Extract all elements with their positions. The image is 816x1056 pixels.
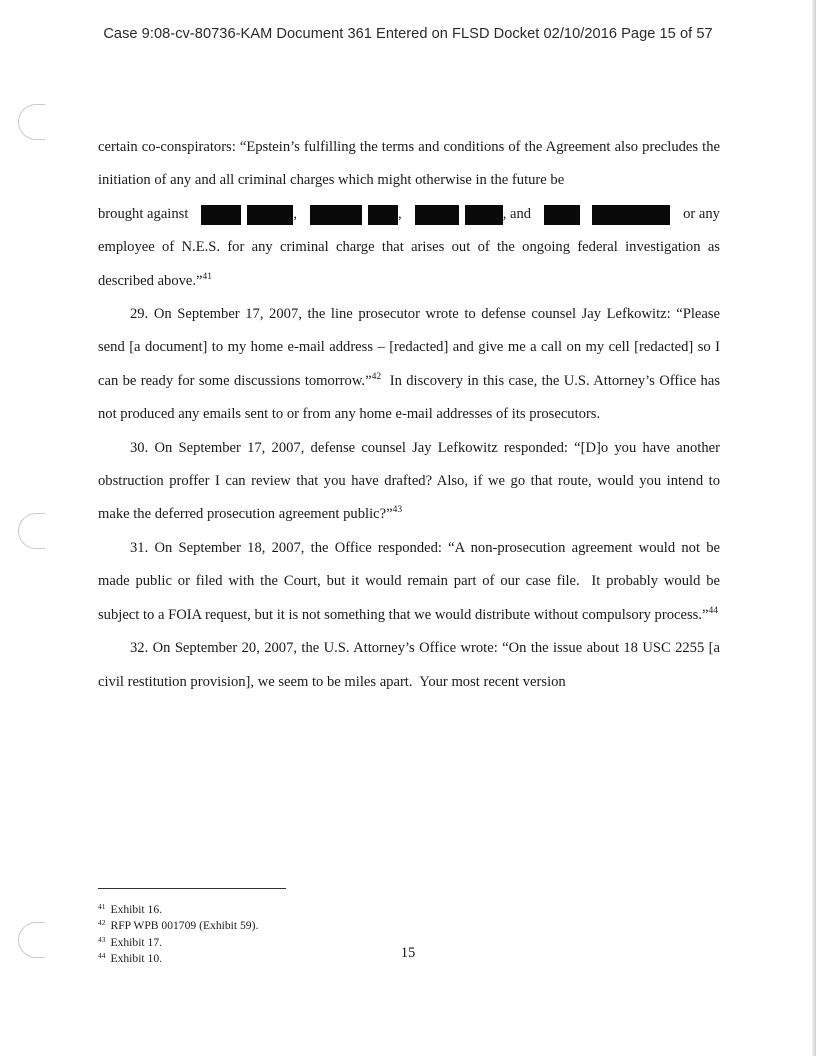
footnote-divider bbox=[98, 888, 286, 889]
punch-hole bbox=[18, 104, 45, 140]
redaction-box bbox=[201, 205, 241, 225]
page-number: 15 bbox=[400, 945, 416, 961]
redacted-name-4 bbox=[544, 205, 670, 225]
footnote-ref[interactable]: 42 bbox=[371, 371, 382, 382]
footnote-number: 41 bbox=[98, 902, 106, 911]
redaction-box bbox=[368, 205, 398, 225]
redaction-box bbox=[592, 205, 670, 225]
redaction-box bbox=[544, 205, 580, 225]
footnote bbox=[98, 900, 498, 916]
opening-line-4-5: employee of N.E.S. for any criminal charge that arises out of the ongoing federal investigation as described above.” bbox=[98, 239, 720, 289]
docket-header: Case 9:08-cv-80736-KAM Document 361 Entered on FLSD Docket 02/10/2016 Page 15 of 57 bbox=[103, 26, 713, 42]
and-conjunction: , and bbox=[502, 205, 532, 222]
footnote-ref[interactable]: 41 bbox=[202, 271, 213, 282]
footnote bbox=[98, 916, 498, 932]
redacted-name-3 bbox=[415, 198, 531, 231]
redaction-box bbox=[415, 205, 459, 225]
scan-edge bbox=[812, 0, 816, 1056]
redacted-name-2 bbox=[310, 198, 402, 231]
punch-hole bbox=[18, 513, 45, 549]
paragraph-31 bbox=[98, 532, 724, 632]
body-text bbox=[98, 131, 724, 699]
paragraph-text: 31. On September 18, 2007, the Office responded: “A non-prosecution agreement would not be made public or filed with the Court, but it would remain part of our case file. It probably would be subject to a FOIA request, but it is not something that we would distribute without compulsory process.” bbox=[98, 539, 724, 623]
footnote-number: 44 bbox=[98, 951, 106, 961]
footnote-ref[interactable]: 44 bbox=[708, 605, 718, 616]
opening-line-1: certain co-conspirators: “Epstein’s fulfilling the terms and conditions of the Agreement also bbox=[98, 139, 639, 155]
paragraph-29 bbox=[98, 298, 724, 432]
opening-line-3-end: or any bbox=[683, 205, 720, 222]
paragraph-text: 30. On September 17, 2007, defense counsel Jay Lefkowitz responded: “[D]o you have another obstruction proffer I can review that you have drafted? Also, if we go that route, would you intend to make the deferred prosecution agreement public?” bbox=[98, 439, 720, 523]
comma: , bbox=[398, 205, 402, 222]
redacted-name-1 bbox=[201, 198, 297, 231]
paragraph-30 bbox=[98, 432, 720, 532]
footnote-text: Exhibit 17. bbox=[110, 935, 163, 949]
footnote-number: 43 bbox=[98, 934, 106, 944]
footnote-ref[interactable]: 43 bbox=[392, 505, 403, 516]
redaction-box bbox=[247, 205, 293, 225]
opening-paragraph bbox=[98, 131, 720, 198]
paragraph-text: In discovery in this case, the U.S. Attorney’s Office has not produced any emails sent to or from any home e-mail addresses of its prosecutors. bbox=[98, 372, 724, 423]
footnote-text: Exhibit 10. bbox=[110, 952, 163, 966]
footnote-number: 42 bbox=[98, 918, 106, 928]
paragraph-32 bbox=[98, 632, 724, 699]
footnote-text: Exhibit 16. bbox=[110, 903, 163, 916]
redaction-box bbox=[465, 205, 503, 225]
footnote-text: RFP WPB 001709 (Exhibit 59). bbox=[110, 919, 259, 933]
paragraph-text: 29. On September 17, 2007, the line prosecutor wrote to defense counsel Jay Lefkowitz: “Please send [a document] to my home e-mail address – [redacted] and give me a call on my cell [redacted] so I can be ready for some discussions tomorrow.” bbox=[98, 306, 720, 389]
opening-line-2: precludes the initiation of any and all criminal charges which might otherwise in the future be bbox=[98, 139, 720, 189]
paragraph-text: 32. On September 20, 2007, the U.S. Attorney’s Office wrote: “On the issue about 18 USC 2255 [a civil restitution provision], we seem to be miles apart. Your most recent version bbox=[98, 640, 724, 690]
opening-line-3-start: brought against bbox=[98, 205, 189, 222]
redaction-box bbox=[310, 205, 362, 225]
redacted-line bbox=[98, 198, 720, 231]
comma: , bbox=[293, 205, 298, 222]
opening-paragraph-cont bbox=[98, 231, 720, 298]
